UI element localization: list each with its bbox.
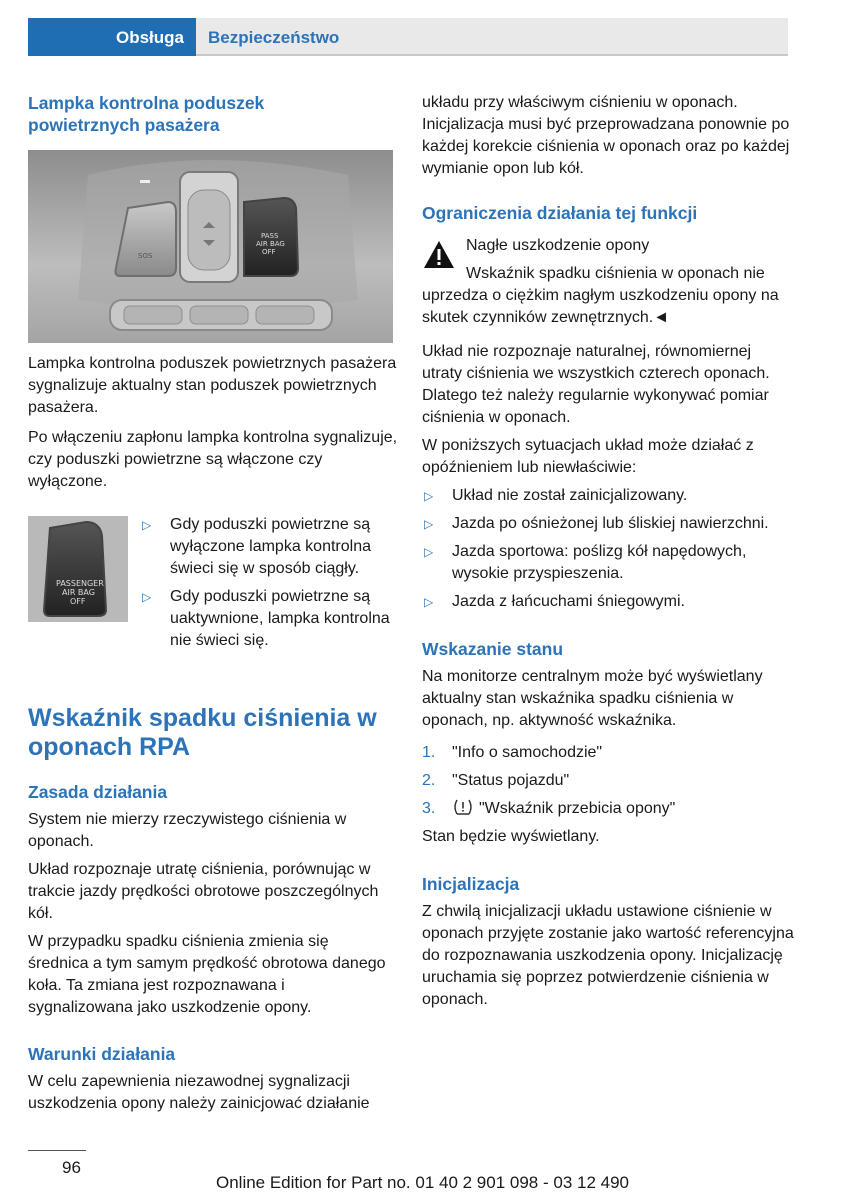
list-item: ▷ Gdy poduszki powietrzne są uaktywnione, lampka kontrolna nie świeci się.: [142, 588, 390, 649]
sos-label: SOS: [138, 252, 153, 260]
warning-title: Nagłe uszkodzenie opony: [466, 237, 650, 254]
heading-rpa: Wskaźnik spadku ciśnienia w oponach RPA: [28, 704, 377, 761]
init-section: [422, 873, 794, 1011]
triangle-bullet-icon: ▷: [424, 545, 434, 559]
triangle-bullet-icon: ▷: [142, 518, 152, 532]
step-item: 1. "Info o samochodzie": [422, 744, 603, 761]
tire-pressure-warning-icon: [452, 798, 474, 816]
status-after: Stan będzie wyświetlany.: [422, 828, 600, 845]
chapter-tab: Obsługa: [28, 18, 196, 56]
step-item: 3. "Wskaźnik przebicia opony": [422, 800, 676, 817]
principle-paragraph-3: W przypadku spadku ciśnienia zmienia się średnica a tym samym prędkość obrotowa danego koła. Ta zmiana jest rozpoznawana i sygnalizowana jako uszkodzenie opony.: [28, 933, 386, 1016]
init-paragraph: Z chwilą inicjalizacji układu ustawione ciśnienie w oponach przyjęte zostanie jako wartość referencyjna do rozpoznawania uszkodzenia opony. Inicjalizację uruchamia się poprzez potwierdzenie ciśnienia w oponach.: [422, 903, 794, 1008]
airbag-lamp-paragraph-2: Po włączeniu zapłonu lampka kontrolna sygnalizuje, czy poduszki powietrzne są włączone czy wyłączone.: [28, 429, 398, 490]
list-item: ▷ Gdy poduszki powietrzne są wyłączone lampka kontrolna świeci się w sposób ciągły.: [142, 516, 371, 577]
heading-limits: Ograniczenia działania tej funkcji: [422, 203, 698, 223]
page-number: 96: [62, 1158, 81, 1177]
airbag-lamp-body: [28, 353, 400, 493]
limits-body: [422, 341, 794, 619]
left-column: [28, 92, 400, 136]
section-tab: Bezpieczeństwo: [196, 18, 788, 56]
triangle-bullet-icon: ▷: [424, 489, 434, 503]
status-section: [422, 638, 794, 848]
heading-status: Wskazanie stanu: [422, 639, 564, 659]
heading-principle: Zasada działania: [28, 782, 168, 802]
rpa-section: [28, 704, 388, 762]
right-column-top: [422, 92, 794, 180]
status-paragraph: Na monitorze centralnym może być wyświetlany aktualny stan wskaźnika spadku ciśnienia w oponach, np. aktywność wskaźnika.: [422, 668, 763, 729]
pass-label-2: AIR BAG: [256, 240, 285, 248]
list-item: ▷ Jazda sportowa: poślizg kół napędowych, wysokie przyspieszenia.: [424, 543, 747, 582]
triangle-bullet-icon: ▷: [424, 595, 434, 609]
triangle-bullet-icon: ▷: [424, 517, 434, 531]
pass-label-3: OFF: [262, 248, 276, 256]
init-continued-paragraph: układu przy właściwym ciśnieniu w oponach. Inicjalizacja musi być przeprowadzana ponownie po każdej korekcie ciśnienia w oponach oraz po każdej wymianie opon lub kół.: [422, 94, 790, 177]
limits-paragraph-1: Układ nie rozpoznaje naturalnej, równomiernej utraty ciśnienia we wszystkich czterech oponach. Dlatego też należy regularnie wykonywać pomiar ciśnienia w oponach.: [422, 343, 770, 426]
warning-paragraph: Wskaźnik spadku ciśnienia w oponach nie uprzedza o ciężkim nagłym uszkodzeniu opony na skutek czynników zewnętrznych.◄: [422, 265, 779, 326]
conditions-paragraph: W celu zapewnienia niezawodnej sygnalizacji uszkodzenia opony należy zainicjować działanie: [28, 1073, 370, 1112]
passenger-airbag-off-switch-image: [28, 516, 128, 622]
limits-paragraph-2: W poniższych sytuacjach układ może działać z opóźnieniem lub niewłaściwie:: [422, 437, 754, 476]
status-steps: [422, 742, 794, 820]
heading-airbag-lamp: Lampka kontrolna poduszek powietrznych pasażera: [28, 93, 265, 135]
airbag-lamp-bullets: [140, 514, 395, 658]
airbag-lamp-paragraph-1: Lampka kontrolna poduszek powietrznych pasażera sygnalizuje aktualny stan poduszek powietrznych pasażera.: [28, 355, 397, 416]
principle-section: [28, 781, 400, 1019]
principle-paragraph-2: Układ rozpoznaje utratę ciśnienia, porównując w trakcie jazdy prędkości obrotowe poszczególnych kół.: [28, 861, 379, 922]
switch-label-1: PASSENGER: [56, 579, 104, 588]
principle-paragraph-1: System nie mierzy rzeczywistego ciśnienia w oponach.: [28, 811, 347, 850]
list-item: ▷ Układ nie został zainicjalizowany.: [422, 485, 794, 507]
list-item: ▷ Jazda z łańcuchami śniegowymi.: [422, 591, 794, 613]
warning-title-block: [466, 235, 796, 257]
heading-conditions: Warunki działania: [28, 1044, 176, 1064]
roof-console-photo: [28, 150, 393, 343]
switch-label-2: AIR BAG: [62, 588, 95, 597]
pass-label-1: PASS: [261, 232, 279, 240]
limits-section: [422, 202, 794, 224]
triangle-bullet-icon: ▷: [142, 590, 152, 604]
edition-line: Online Edition for Part no. 01 40 2 901 098 - 03 12 490: [215, 1173, 629, 1192]
conditions-section: [28, 1043, 400, 1115]
heading-init: Inicjalizacja: [422, 874, 520, 894]
warning-body-block: [422, 263, 794, 329]
footer-rule: [28, 1150, 86, 1151]
switch-label-3: OFF: [70, 597, 86, 606]
limits-bullets: [422, 485, 794, 613]
step-item: 2. "Status pojazdu": [422, 772, 570, 789]
list-item: ▷ Jazda po ośnieżonej lub śliskiej nawierzchni.: [422, 513, 794, 535]
